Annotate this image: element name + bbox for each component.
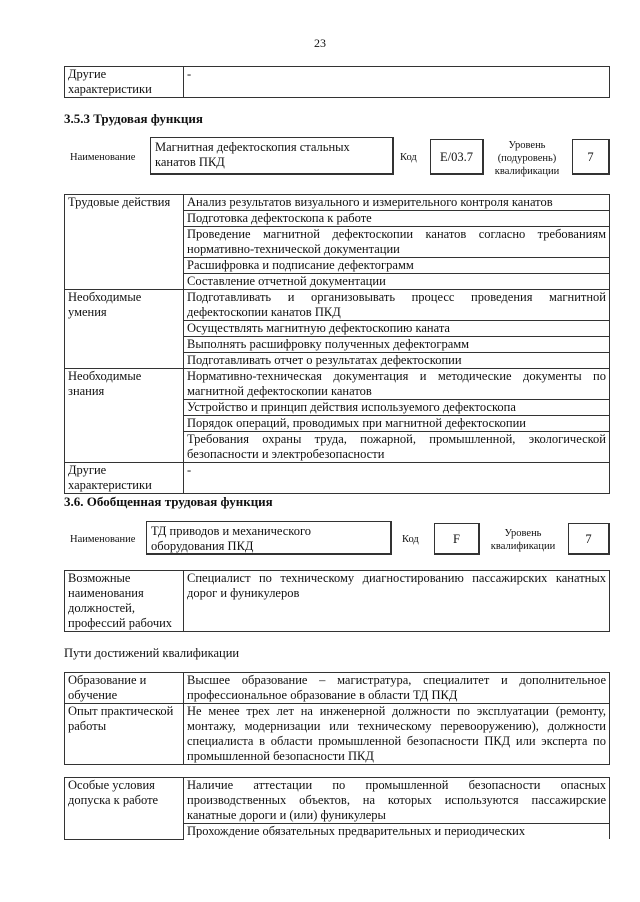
- education-experience-table: [64, 672, 610, 765]
- admission-label: Особые условия допуска к работе: [65, 778, 184, 840]
- knowledge-item: Порядок операций, проводимых при магнитной дефектоскопии: [184, 416, 610, 432]
- group-label-knowledge: Необходимые знания: [65, 369, 184, 463]
- level-value-box-353: [572, 139, 610, 175]
- page-number: 23: [314, 36, 326, 50]
- name-label-36: Наименование: [70, 534, 136, 545]
- knowledge-item: Устройство и принцип действия используемого дефектоскопа: [184, 400, 610, 416]
- name-label-353: Наименование: [70, 152, 136, 163]
- admission-table: [64, 777, 610, 840]
- skill-item: Осуществлять магнитную дефектоскопию каната: [184, 321, 610, 337]
- skill-item: Подготавливать и организовывать процесс проведения магнитной дефектоскопии канатов ПКД: [184, 290, 610, 321]
- positions-label: Возможные наименования должностей, профессий рабочих: [65, 571, 184, 632]
- action-item: Анализ результатов визуального и измерительного контроля канатов: [184, 195, 610, 211]
- skill-item: Подготавливать отчет о результатах дефектоскопии: [184, 353, 610, 369]
- code-value-353: E/03.7: [440, 150, 473, 164]
- positions-table: [64, 570, 610, 632]
- level-label-353: Уровень (подуровень) квалификации: [494, 140, 560, 177]
- skill-item: Выполнять расшифровку полученных дефектограмм: [184, 337, 610, 353]
- name-value-353: Магнитная дефектоскопия стальных канатов ПКД: [155, 140, 350, 169]
- level-value-36: 7: [585, 532, 592, 546]
- knowledge-item: Требования охраны труда, пожарной, промышленной, экологической безопасности и электробезопасности: [184, 432, 610, 463]
- education-value: Высшее образование – магистратура, специалитет и дополнительное профессиональное образование в области ТД ПКД: [184, 673, 610, 704]
- action-item: Подготовка дефектоскопа к работе: [184, 211, 610, 227]
- name-value-box-36: [146, 521, 392, 555]
- admission-item: Наличие аттестации по промышленной безопасности опасных производственных объектов, на которых используются пассажирские канатные дороги и (или) фуникулеры: [184, 778, 610, 824]
- other-characteristics-label: Другие характеристики: [65, 67, 184, 98]
- level-label-36: Уровень квалификации: [490, 528, 556, 552]
- paths-heading: Пути достижений квалификации: [64, 646, 240, 660]
- name-value-36: ТД приводов и механического оборудования ПКД: [151, 524, 312, 553]
- labor-function-table: [64, 194, 610, 494]
- code-value-box-36: [434, 523, 480, 555]
- action-item: Составление отчетной документации: [184, 274, 610, 290]
- code-value-36: F: [453, 532, 460, 546]
- code-value-box-353: [430, 139, 484, 175]
- education-label: Образование и обучение: [65, 673, 184, 704]
- other-characteristics-value: -: [184, 67, 610, 98]
- action-item: Проведение магнитной дефектоскопии канатов согласно требованиям нормативно-технической документации: [184, 227, 610, 258]
- name-value-box-353: [150, 137, 394, 175]
- group-label-skills: Необходимые умения: [65, 290, 184, 369]
- level-value-353: 7: [587, 150, 594, 164]
- experience-value: Не менее трех лет на инженерной должности по эксплуатации (ремонту, монтажу, модернизации или техническому перевооружению), должности специалиста в области промышленной безопасности ПКД или эксперта по промышленной безопасности ПКД: [184, 704, 610, 765]
- code-label-36: Код: [402, 534, 419, 545]
- group-label-actions: Трудовые действия: [65, 195, 184, 290]
- admission-item: Прохождение обязательных предварительных и периодических: [184, 824, 610, 840]
- section-heading-353: 3.5.3 Трудовая функция: [64, 111, 203, 126]
- other-item: -: [184, 463, 610, 494]
- code-label-353: Код: [400, 152, 417, 163]
- positions-value: Специалист по техническому диагностированию пассажирских канатных дорог и фуникулеров: [184, 571, 610, 632]
- section-heading-36: 3.6. Обобщенная трудовая функция: [64, 494, 273, 509]
- experience-label: Опыт практической работы: [65, 704, 184, 765]
- top-other-characteristics-table: [64, 66, 610, 98]
- action-item: Расшифровка и подписание дефектограмм: [184, 258, 610, 274]
- level-value-box-36: [568, 523, 610, 555]
- group-label-other: Другие характеристики: [65, 463, 184, 494]
- knowledge-item: Нормативно-техническая документация и методические документы по магнитной дефектоскопии канатов: [184, 369, 610, 400]
